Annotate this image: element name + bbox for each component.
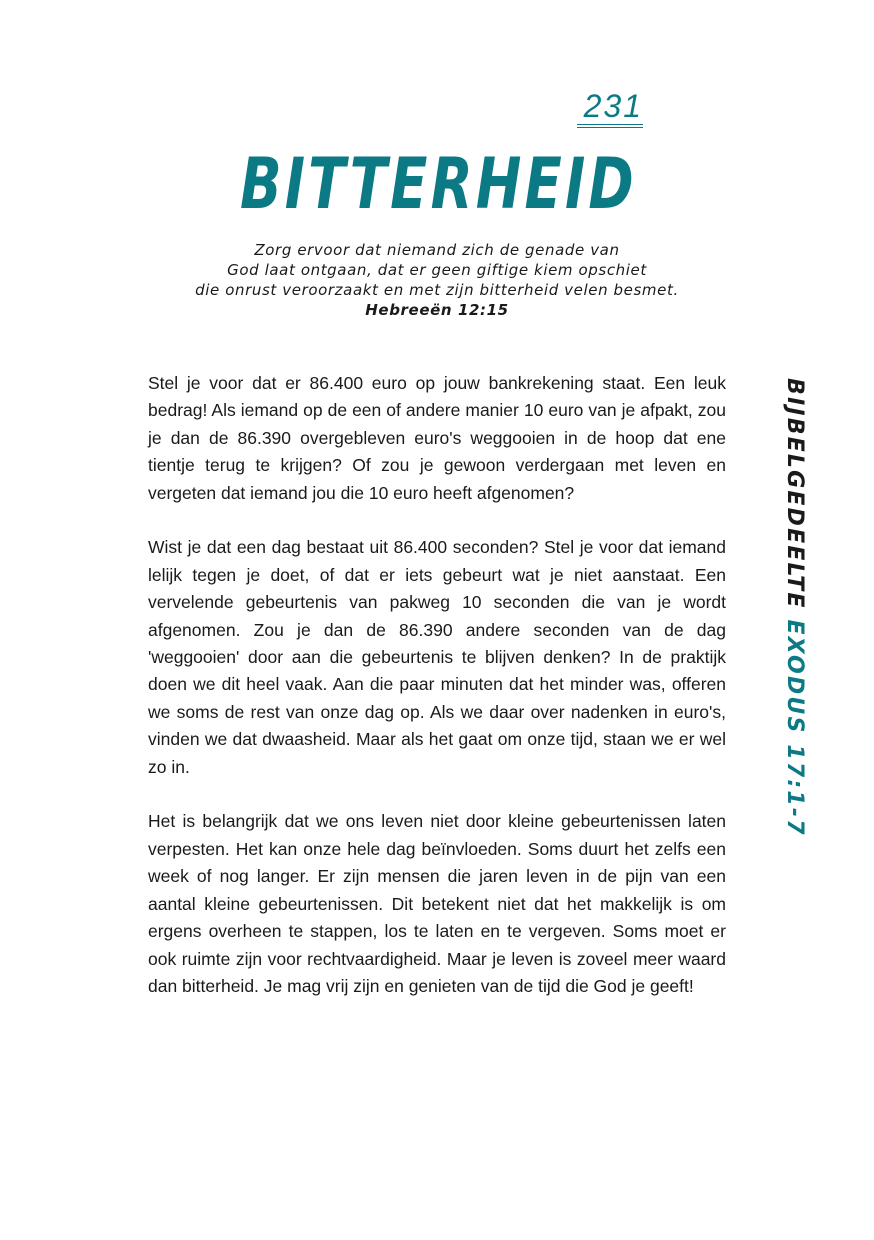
verse-line-2: God laat ontgaan, dat er geen giftige kiem opschiet [227,261,647,279]
body-paragraph-1: Stel je voor dat er 86.400 euro op jouw bankrekening staat. Een leuk bedrag! Als iemand op de een of andere manier 10 euro van je afpakt, zou je dan de 86.390 overgebleven euro's weggooien in de hoop dat ene tientje terug te krijgen? Of zou je gewoon verdergaan met leven en vergeten dat iemand jou die 10 euro heeft afgenomen? [148,373,726,503]
body-paragraph-3: Het is belangrijk dat we ons leven niet door kleine gebeurtenissen laten verpesten. Het kan onze hele dag beïnvloeden. Soms duurt het zelfs een week of nog langer. Er zijn mensen die jaren leven in de pijn van een aantal kleine gebeurtenissen. Dit betekent niet dat het makkelijk is om ergens overheen te stappen, los te laten en te vergeven. Soms moet er ook ruimte zijn voor rechtvaardigheid. Maar je leven is zoveel meer waard dan bitterheid. Je mag vrij zijn en genieten van de tijd die God je geeft! [148,811,726,996]
verse-reference: Hebreeën 12:15 [365,301,509,319]
page-number-underline [577,124,643,125]
side-label-passage: EXODUS 17:1-7 [782,619,807,837]
verse-line-1: Zorg ervoor dat niemand zich de genade van [254,241,620,259]
page-number: 231 [583,88,643,124]
body-text [148,370,726,1028]
side-label [752,378,807,837]
bible-verse [150,240,724,320]
page-number-underline-second [577,127,643,128]
verse-line-3: die onrust veroorzaakt en met zijn bitterheid velen besmet. [195,281,679,299]
side-label-text [780,378,808,837]
side-label-prefix: BIJBELGEDEELTE [782,378,807,610]
page-title: BITTERHEID [240,143,637,225]
page-number-block [577,88,643,124]
body-paragraph-2: Wist je dat een dag bestaat uit 86.400 seconden? Stel je voor dat iemand lelijk tegen je doet, of dat er iets gebeurt wat je niet aanstaat. Een vervelende gebeurtenis van pakweg 10 seconden die van je wordt afgenomen. Zou je dan de 86.390 andere seconden van de dag 'weggooien' door aan die gebeurtenis te blijven denken? In de praktijk doen we dit heel vaak. Aan die paar minuten dat het minder was, offeren we soms de rest van onze dag op. Als we daar over nadenken in euro's, vinden we dat dwaasheid. Maar als het gaat om onze tijd, staan we er wel zo in. [148,537,726,777]
